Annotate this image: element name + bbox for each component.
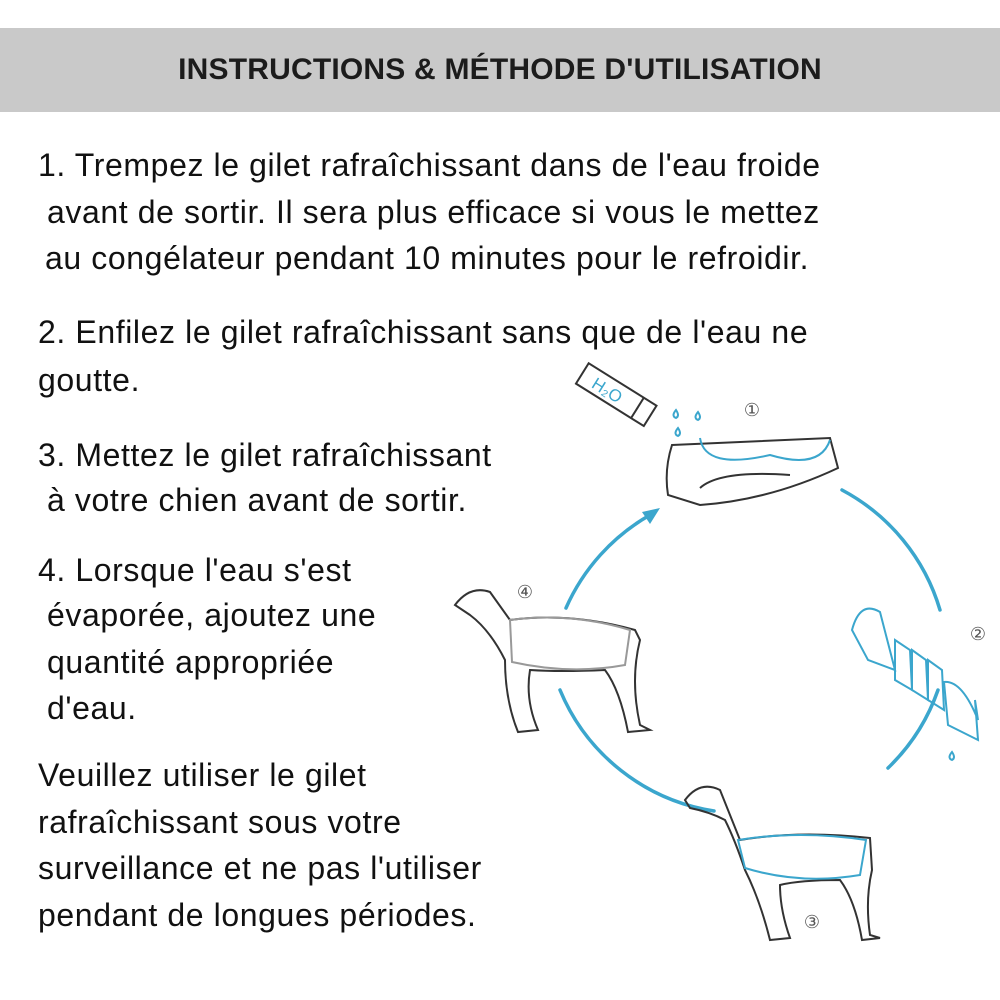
step-3-line: 3. Mettez le gilet rafraîchissant (38, 437, 492, 473)
step-marker-1: ① (743, 400, 761, 421)
cycle-arrows (560, 490, 940, 811)
vest-soaking-icon (667, 438, 838, 505)
warning-line: pendant de longues périodes. (38, 897, 477, 933)
warning-line: surveillance et ne pas l'utiliser (38, 850, 482, 886)
step-3-line: à votre chien avant de sortir. (47, 482, 467, 518)
page-title: INSTRUCTIONS & MÉTHODE D'UTILISATION (178, 53, 822, 86)
step-4-line: d'eau. (47, 690, 137, 726)
warning-line: rafraîchissant sous votre (38, 804, 402, 840)
arrow-head-icon (642, 508, 660, 524)
step-4-line: quantité appropriée (47, 644, 335, 680)
warning-line: Veuillez utiliser le gilet (38, 757, 367, 793)
step-2-line: 2. Enfilez le gilet rafraîchissant sans que de l'eau ne (38, 314, 809, 350)
step-1-line: au congélateur pendant 10 minutes pour le refroidir. (45, 240, 810, 276)
step-marker-2: ② (969, 624, 987, 645)
step-marker-4: ④ (516, 582, 534, 603)
cycle-arc (842, 490, 940, 610)
cycle-arc (566, 515, 650, 608)
step-1-line: 1. Trempez le gilet rafraîchissant dans de l'eau froide (38, 147, 821, 183)
step-marker-3: ③ (803, 912, 821, 933)
step-4-line: évaporée, ajoutez une (47, 597, 377, 633)
bottle-label: H₂O (588, 374, 626, 408)
dog-wet-vest-icon (455, 590, 650, 732)
step-4-line: 4. Lorsque l'eau s'est (38, 552, 352, 588)
step-1-line: avant de sortir. Il sera plus efficace si vous le mettez (47, 194, 820, 230)
step-2-line: goutte. (38, 362, 141, 398)
water-bottle-icon (576, 363, 700, 436)
